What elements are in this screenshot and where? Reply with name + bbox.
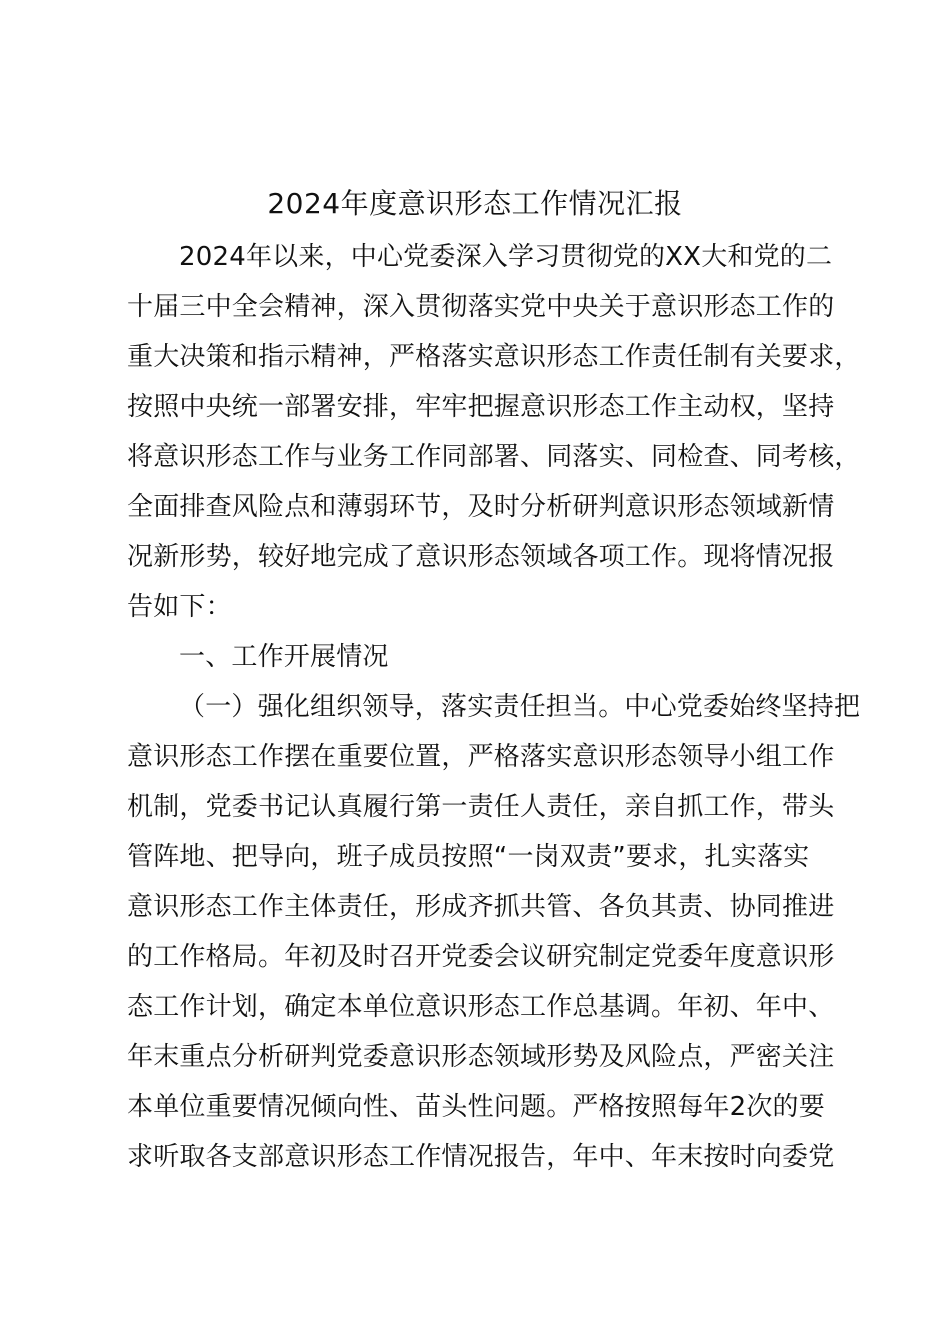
intro-line: 告如下：: [127, 592, 232, 622]
subsection-line: 态工作计划，确定本单位意识形态工作总基调。年初、年中、: [127, 992, 835, 1022]
subsection-line: 机制，党委书记认真履行第一责任人责任，亲自抓工作，带头: [127, 792, 835, 822]
intro-line: 将意识形态工作与业务工作同部署、同落实、同检查、同考核，: [127, 442, 861, 472]
subsection-line: 管阵地、把导向，班子成员按照“一岗双责”要求，扎实落实: [127, 842, 810, 872]
document-title: 2024年度意识形态工作情况汇报: [267, 187, 683, 220]
intro-line: 十届三中全会精神，深入贯彻落实党中央关于意识形态工作的: [127, 292, 835, 322]
document-body: [127, 232, 861, 1182]
intro-line: 全面排查风险点和薄弱环节，及时分析研判意识形态领域新情: [127, 492, 835, 522]
subsection-line: 的工作格局。年初及时召开党委会议研究制定党委年度意识形: [127, 942, 835, 972]
section-heading: 一、工作开展情况: [179, 642, 389, 672]
subsection-line: （一）强化组织领导，落实责任担当。中心党委始终坚持把: [179, 692, 861, 722]
subsection-paragraph: [127, 682, 861, 1182]
subsection-line: 本单位重要情况倾向性、苗头性问题。严格按照每年2次的要: [127, 1092, 825, 1122]
intro-line: 重大决策和指示精神，严格落实意识形态工作责任制有关要求，: [127, 342, 861, 372]
intro-line: 按照中央统一部署安排，牢牢把握意识形态工作主动权，坚持: [127, 392, 835, 422]
subsection-line: 意识形态工作主体责任，形成齐抓共管、各负其责、协同推进: [127, 892, 835, 922]
subsection-line: 年末重点分析研判党委意识形态领域形势及风险点，严密关注: [127, 1042, 835, 1072]
intro-line: 2024年以来，中心党委深入学习贯彻党的XX大和党的二: [179, 242, 833, 272]
subsection-line: 意识形态工作摆在重要位置，严格落实意识形态领导小组工作: [127, 742, 835, 772]
intro-line: 况新形势，较好地完成了意识形态领域各项工作。现将情况报: [127, 542, 835, 572]
intro-paragraph: [127, 232, 861, 632]
subsection-line: 求听取各支部意识形态工作情况报告，年中、年末按时向委党: [127, 1142, 835, 1172]
